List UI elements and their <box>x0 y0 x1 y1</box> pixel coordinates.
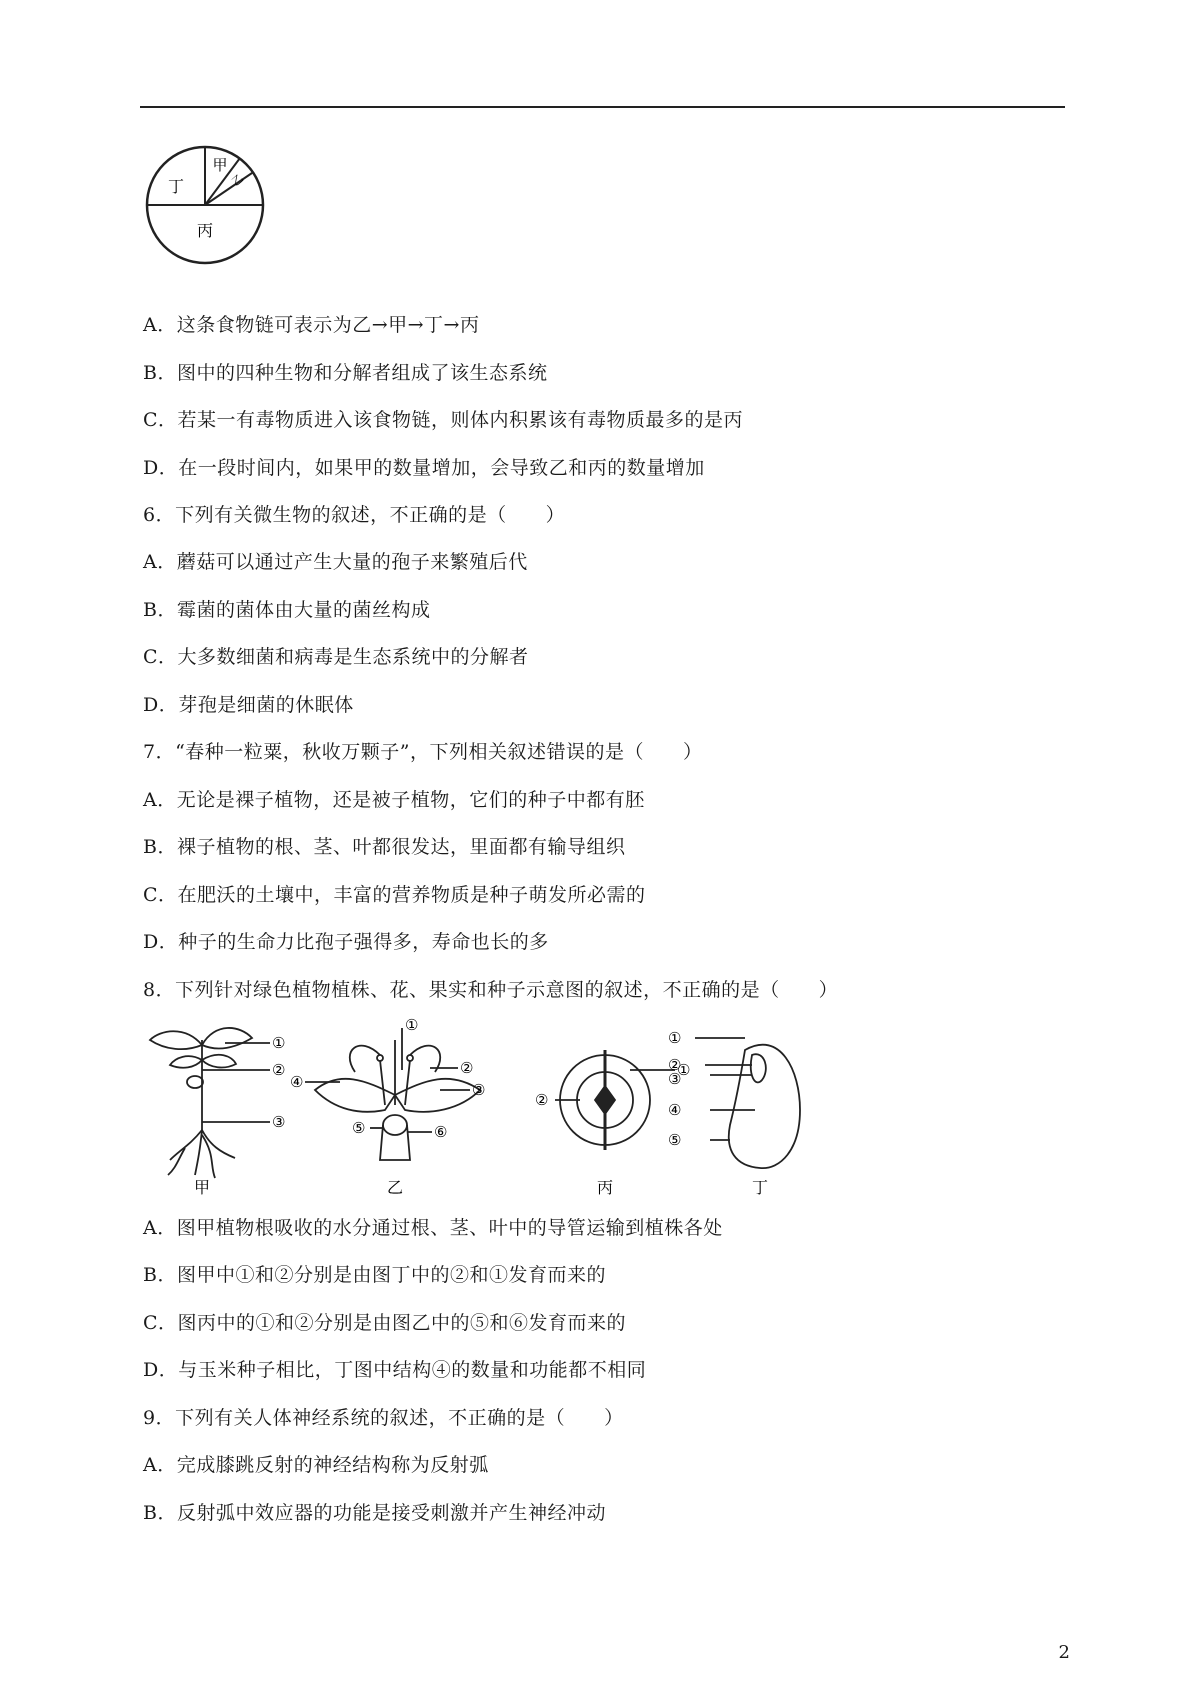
q8-option-b: B．图甲中①和②分别是由图丁中的②和①发育而来的 <box>143 1264 606 1286</box>
flower-marker-5: ⑤ <box>352 1119 366 1137</box>
q6-stem: 6．下列有关微生物的叙述，不正确的是（ ） <box>143 504 566 526</box>
q8-option-a: A．图甲植物根吸收的水分通过根、茎、叶中的导管运输到植株各处 <box>143 1217 723 1239</box>
page-number: 2 <box>1058 1642 1070 1663</box>
q6-option-c: C．大多数细菌和病毒是生态系统中的分解者 <box>143 646 529 668</box>
q6-option-b: B．霉菌的菌体由大量的菌丝构成 <box>143 599 431 621</box>
fruit-marker-1: ① <box>677 1061 691 1079</box>
seed-diagram <box>695 1038 800 1168</box>
plant-diagram <box>150 1028 270 1178</box>
panel-label-ding: 丁 <box>751 1178 769 1195</box>
header-rule <box>140 106 1065 108</box>
q5-option-b: B．图中的四种生物和分解者组成了该生态系统 <box>143 362 548 384</box>
q8-stem: 8．下列针对绿色植物植株、花、果实和种子示意图的叙述，不正确的是（ ） <box>143 979 839 1001</box>
q8-option-d: D．与玉米种子相比，丁图中结构④的数量和功能都不相同 <box>143 1359 647 1381</box>
q7-stem: 7．“春种一粒粟，秋收万颗子”，下列相关叙述错误的是（ ） <box>143 741 703 763</box>
fruit-diagram <box>555 1050 675 1150</box>
fruit-marker-2: ② <box>535 1091 549 1109</box>
flower-marker-1: ① <box>405 1016 419 1034</box>
flower-diagram <box>305 1028 480 1160</box>
seed-marker-1: ① <box>668 1029 682 1047</box>
q6-option-a: A．蘑菇可以通过产生大量的孢子来繁殖后代 <box>143 551 528 573</box>
plant-marker-1: ① <box>272 1034 286 1052</box>
q9-option-b: B．反射弧中效应器的功能是接受刺激并产生神经冲动 <box>143 1502 606 1524</box>
flower-marker-6: ⑥ <box>434 1123 448 1141</box>
flower-marker-4: ④ <box>290 1073 304 1091</box>
pie-label-jia: 甲 <box>212 156 228 174</box>
flower-marker-2: ② <box>460 1059 474 1077</box>
seed-marker-2: ② <box>668 1056 682 1074</box>
plant-marker-2: ② <box>272 1061 286 1079</box>
panel-label-bing: 丙 <box>596 1178 614 1195</box>
pie-label-bing: 丙 <box>196 221 214 240</box>
q5-option-d: D．在一段时间内，如果甲的数量增加，会导致乙和丙的数量增加 <box>143 457 705 479</box>
q7-option-d: D．种子的生命力比孢子强得多，寿命也长的多 <box>143 931 549 953</box>
q9-stem: 9．下列有关人体神经系统的叙述，不正确的是（ ） <box>143 1407 624 1429</box>
plant-structure-figure <box>140 1010 840 1195</box>
panel-label-yi: 乙 <box>386 1178 404 1195</box>
q7-option-b: B．裸子植物的根、茎、叶都很发达，里面都有输导组织 <box>143 836 626 858</box>
flower-marker-3: ③ <box>472 1081 486 1099</box>
seed-marker-3: ③ <box>668 1070 682 1088</box>
seed-marker-5: ⑤ <box>668 1131 682 1149</box>
q9-option-a: A．完成膝跳反射的神经结构称为反射弧 <box>143 1454 489 1476</box>
q6-option-d: D．芽孢是细菌的休眠体 <box>143 694 354 716</box>
q8-option-c: C．图丙中的①和②分别是由图乙中的⑤和⑥发育而来的 <box>143 1312 627 1334</box>
plant-marker-3: ③ <box>272 1113 286 1131</box>
seed-marker-4: ④ <box>668 1101 682 1119</box>
q7-option-c: C．在肥沃的土壤中，丰富的营养物质是种子萌发所必需的 <box>143 884 646 906</box>
q7-option-a: A．无论是裸子植物，还是被子植物，它们的种子中都有胚 <box>143 789 645 811</box>
pie-label-ding: 丁 <box>167 177 185 196</box>
q5-option-a: A．这条食物链可表示为乙→甲→丁→丙 <box>143 314 480 336</box>
pie-label-yi: 乙 <box>229 171 247 189</box>
panel-label-jia: 甲 <box>193 1178 211 1195</box>
q5-option-c: C．若某一有毒物质进入该食物链，则体内积累该有毒物质最多的是丙 <box>143 409 744 431</box>
food-chain-pie-figure <box>140 140 270 270</box>
